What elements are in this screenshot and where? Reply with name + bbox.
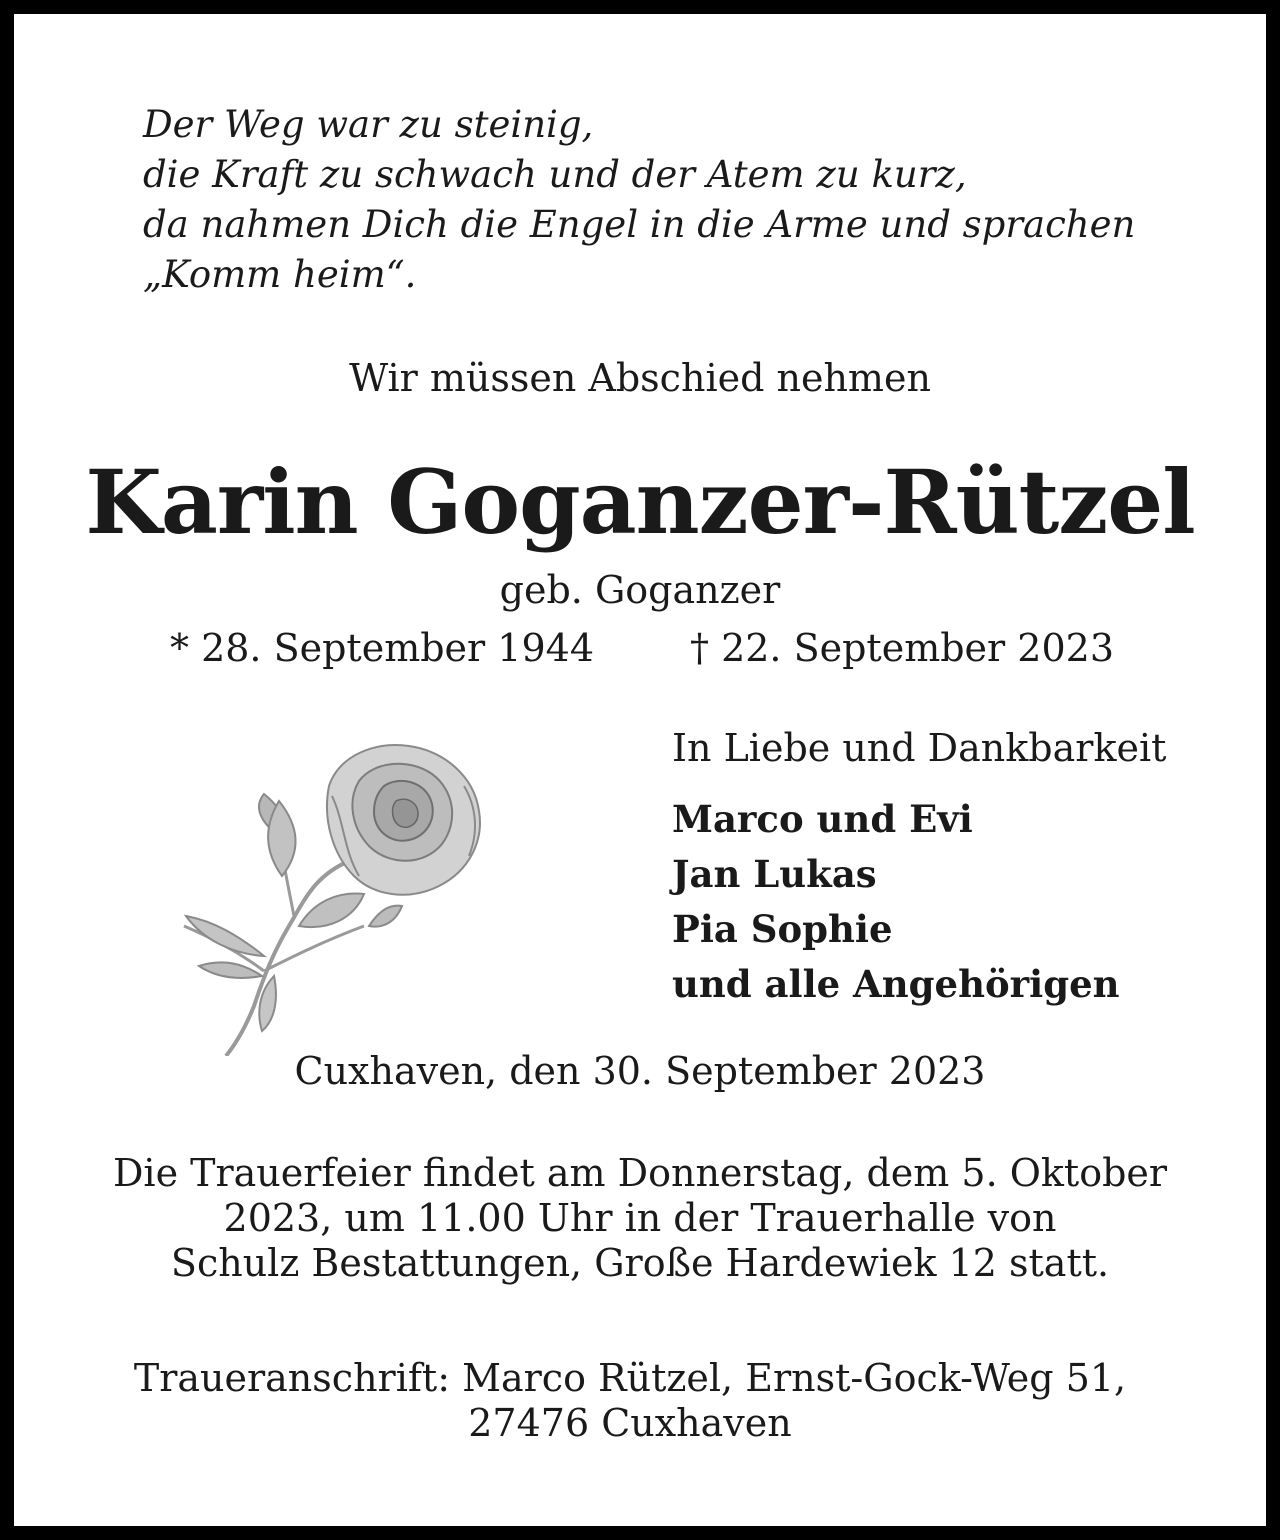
service-line: Schulz Bestattungen, Große Hardewiek 12 statt. [170, 1241, 1110, 1285]
mourner-name: Jan Lukas [672, 852, 877, 896]
poem-line: Der Weg war zu steinig, [143, 103, 594, 146]
poem-line: die Kraft zu schwach und der Atem zu kurz, [143, 153, 967, 196]
address-line: Traueranschrift: Marco Rützel, Ernst-Gock-Weg 51, [133, 1356, 1127, 1400]
farewell-intro: Wir müssen Abschied nehmen [349, 356, 931, 400]
mourners-heading: In Liebe und Dankbarkeit [672, 726, 1167, 770]
mourning-address [14, 1356, 1246, 1446]
service-line: 2023, um 11.00 Uhr in der Trauerhalle von [223, 1196, 1057, 1240]
mourner-name: und alle Angehörigen [672, 962, 1120, 1006]
birth-date: * 28. September 1944 [170, 626, 594, 670]
poem-line: da nahmen Dich die Engel in die Arme und sprachen [143, 203, 1136, 246]
poem [143, 100, 1135, 300]
poem-line: „Komm heim“. [143, 253, 417, 296]
address-line: 27476 Cuxhaven [468, 1401, 792, 1445]
service-line: Die Trauerfeier findet am Donnerstag, dem 5. Oktober [112, 1151, 1168, 1195]
rose-icon [164, 726, 504, 1056]
mourner-name: Pia Sophie [672, 907, 893, 951]
mourner-name: Marco und Evi [672, 797, 973, 841]
mourners-list [672, 792, 1120, 1012]
place-date: Cuxhaven, den 30. September 2023 [294, 1049, 986, 1093]
funeral-service-info [14, 1151, 1266, 1286]
maiden-name: geb. Goganzer [499, 568, 781, 612]
death-date: † 22. September 2023 [690, 626, 1114, 670]
obituary-notice [14, 14, 1266, 1526]
deceased-name: Karin Goganzer-Rützel [85, 450, 1195, 554]
